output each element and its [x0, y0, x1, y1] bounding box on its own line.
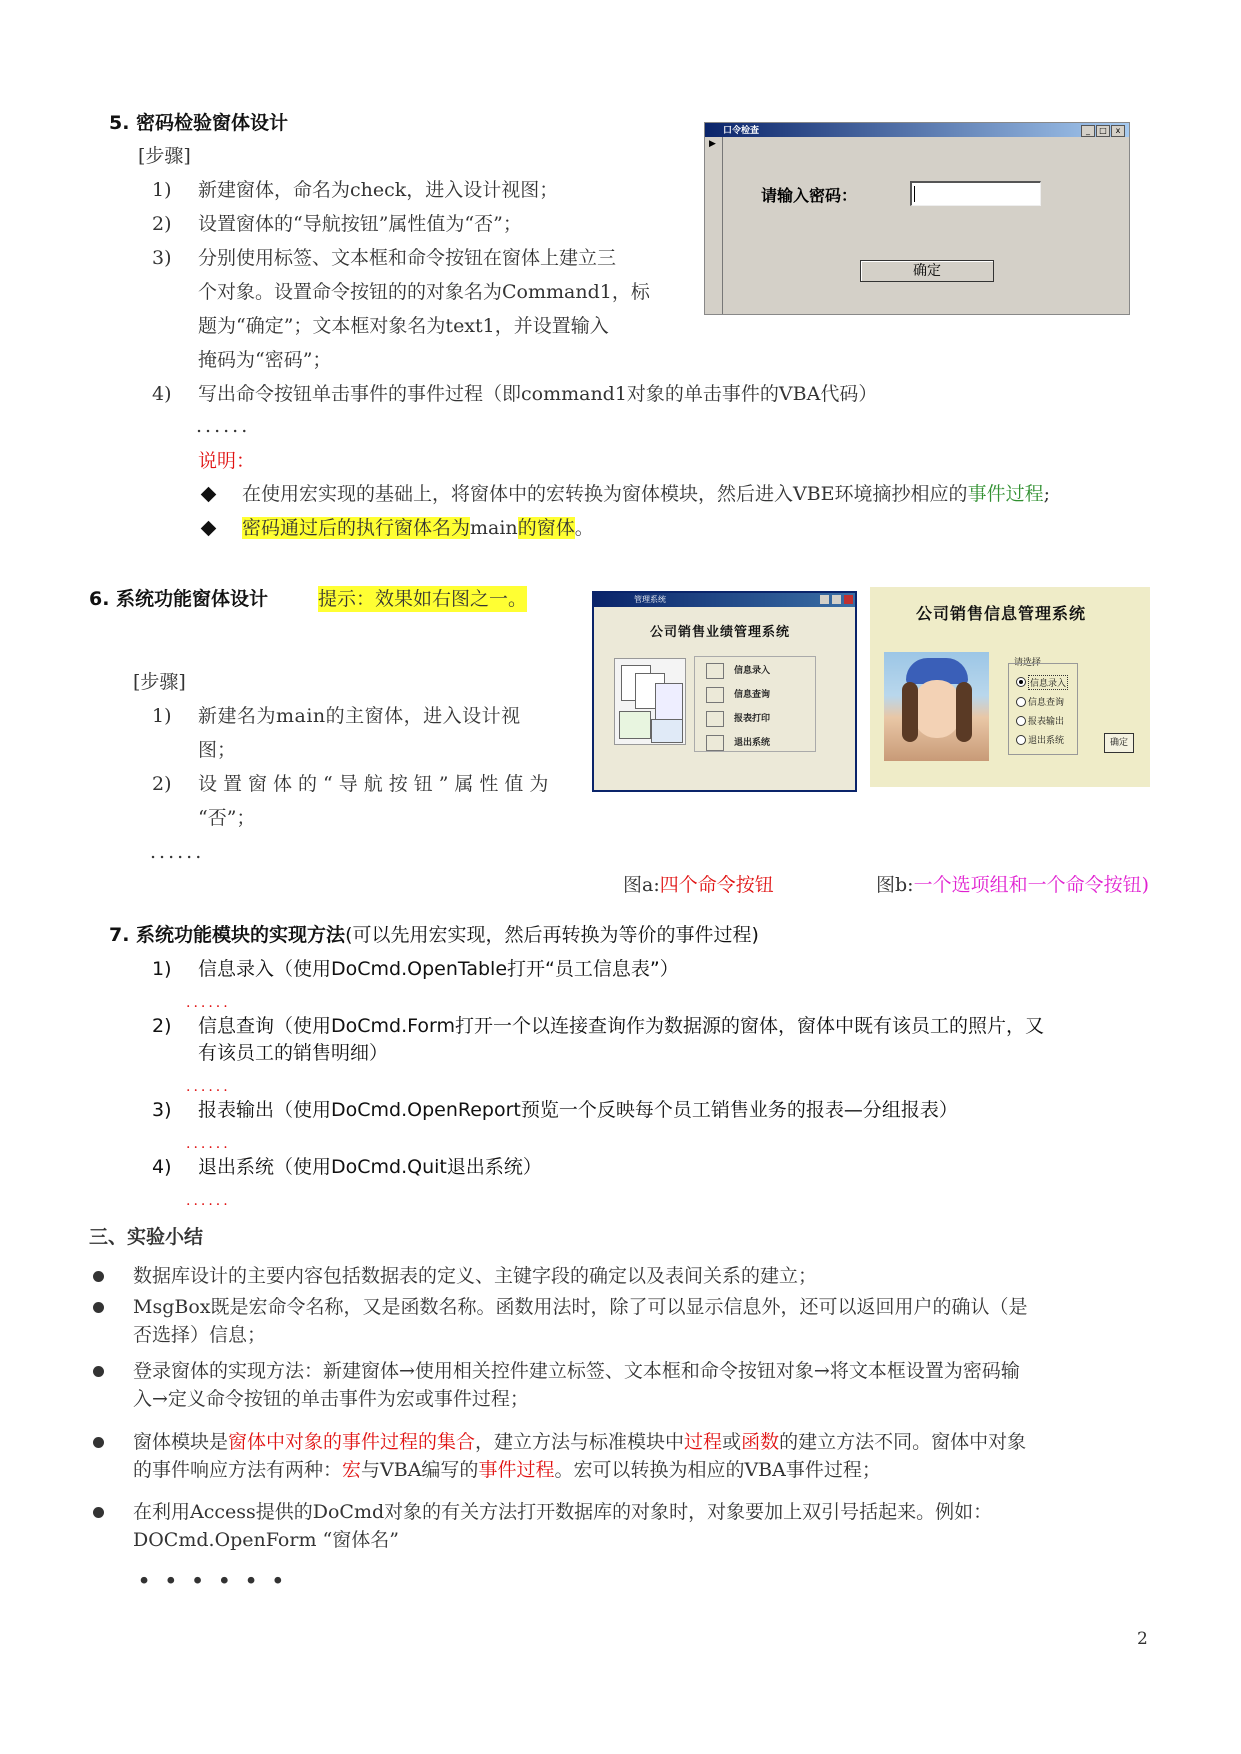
- step-number: 2): [152, 213, 172, 235]
- summary-item: 的事件响应方法有两种：宏与VBA编写的事件过程。宏可以转换为相应的VBA事件过程；: [133, 1459, 881, 1481]
- password-label: 请输入密码：: [761, 186, 858, 205]
- step-text: 写出命令按钮单击事件的事件过程（即command1对象的单击事件的VBA代码）: [198, 383, 878, 405]
- step-text: 退出系统（使用DoCmd.Quit退出系统）: [198, 1156, 542, 1178]
- ellipsis: ......: [196, 415, 251, 437]
- step-number: 2): [152, 773, 172, 795]
- figure-b-caption: 图b:一个选项组和一个命令按钮): [876, 874, 1149, 896]
- note-1: 在使用宏实现的基础上，将窗体中的宏转换为窗体模块，然后进入VBE环境摘抄相应的事件过程;: [242, 483, 1050, 505]
- minimize-icon[interactable]: [820, 595, 829, 604]
- figure-b-heading: 公司销售信息管理系统: [916, 604, 1087, 623]
- step-number: 3): [152, 247, 172, 269]
- confirm-button[interactable]: 确定: [860, 260, 994, 282]
- radio-label: 报表输出: [1028, 717, 1065, 727]
- step-number: 1): [152, 705, 172, 727]
- radio-button[interactable]: [1016, 716, 1026, 726]
- face-shape: [914, 680, 960, 738]
- figure-a-caption: 图a:四个命令按钮: [623, 874, 774, 896]
- step-text: 设置窗体的“导航按钮”属性值为“否”；: [198, 213, 522, 235]
- step-number: 1): [152, 958, 172, 980]
- diamond-bullet-icon: [201, 487, 217, 503]
- section-7-title: 7. 系统功能模块的实现方法(可以先用宏实现，然后再转换为等价的事件过程): [109, 924, 759, 946]
- bullet-icon: [93, 1366, 104, 1377]
- figure-a-heading: 公司销售业绩管理系统: [650, 625, 791, 640]
- summary-title: 三、实验小结: [89, 1226, 204, 1248]
- step-number: 1): [152, 179, 172, 201]
- note-2: 密码通过后的执行窗体名为main的窗体。: [242, 517, 594, 539]
- step-text: 新建名为main的主窗体，进入设计视: [198, 705, 521, 727]
- radio-label: 信息录入: [1028, 675, 1068, 690]
- summary-item: 入→定义命令按钮的单击事件为宏或事件过程；: [133, 1388, 529, 1410]
- record-selector: [705, 137, 723, 314]
- maximize-icon[interactable]: □: [1096, 125, 1110, 137]
- section-6-title: 6. 系统功能窗体设计: [89, 588, 269, 610]
- hint-text: 提示：效果如右图之一。: [318, 588, 528, 610]
- step-number: 3): [152, 1099, 172, 1121]
- documents-image: [614, 658, 686, 745]
- red-ellipsis: ......: [186, 995, 231, 1011]
- summary-item: 登录窗体的实现方法：新建窗体→使用相关控件建立标签、文本框和命令按钮对象→将文本框设置为密码输: [133, 1360, 1020, 1382]
- bullet-icon: [93, 1302, 104, 1313]
- confirm-button[interactable]: 确定: [1104, 733, 1134, 753]
- maximize-icon[interactable]: [832, 595, 841, 604]
- figure-a-window-title: 管理系统: [634, 595, 666, 604]
- password-dialog-figure: [704, 122, 1130, 315]
- end-ellipsis: • • • • • •: [138, 1570, 288, 1592]
- figure-b-form: [870, 587, 1150, 787]
- step-number: 4): [152, 383, 172, 405]
- command-button[interactable]: [706, 687, 724, 703]
- step-text: 图；: [198, 739, 237, 761]
- step-text: 分别使用标签、文本框和命令按钮在窗体上建立三: [198, 247, 617, 269]
- step-number: 2): [152, 1015, 172, 1037]
- button-label: 信息查询: [734, 690, 771, 700]
- bullet-icon: [93, 1271, 104, 1282]
- radio-button[interactable]: [1016, 697, 1026, 707]
- command-button[interactable]: [706, 735, 724, 751]
- close-icon[interactable]: [844, 595, 853, 604]
- hair-shape: [956, 682, 972, 742]
- radio-label: 信息查询: [1028, 698, 1065, 708]
- option-group-label: 请选择: [1014, 658, 1042, 668]
- summary-item: MsgBox既是宏命令名称，又是函数名称。函数用法时，除了可以显示信息外，还可以返回用户的确认（是: [133, 1296, 1028, 1318]
- record-arrow-icon: ▶: [709, 139, 716, 149]
- close-icon[interactable]: x: [1111, 125, 1125, 137]
- radio-label: 退出系统: [1028, 736, 1065, 746]
- bullet-icon: [93, 1437, 104, 1448]
- password-input[interactable]: [910, 181, 1041, 206]
- command-button[interactable]: [706, 711, 724, 727]
- button-label: 退出系统: [734, 738, 771, 748]
- step-text: 新建窗体，命名为check，进入设计视图；: [198, 179, 559, 201]
- step-text: 个对象。设置命令按钮的的对象名为Command1，标: [198, 281, 650, 303]
- step-text: “否”；: [198, 807, 256, 829]
- page-number: 2: [1137, 1629, 1148, 1649]
- step-text: 掩码为“密码”；: [198, 349, 332, 371]
- red-ellipsis: ......: [186, 1136, 231, 1152]
- bullet-icon: [93, 1507, 104, 1518]
- dialog-titlebar: [705, 123, 1129, 137]
- radio-button[interactable]: [1016, 735, 1026, 745]
- figure-a-titlebar: [594, 593, 855, 607]
- step-text: 报表输出（使用DoCmd.OpenReport预览一个反映每个员工销售业务的报表—分组报表）: [198, 1099, 958, 1121]
- red-ellipsis: ......: [186, 1079, 231, 1095]
- button-label: 信息录入: [734, 666, 771, 676]
- step-text: 有该员工的销售明细）: [198, 1042, 389, 1064]
- command-button[interactable]: [706, 663, 724, 679]
- ellipsis: ......: [150, 841, 205, 863]
- summary-item: 否选择）信息；: [133, 1324, 267, 1346]
- steps-label: [步骤]: [133, 671, 186, 693]
- summary-item: 数据库设计的主要内容包括数据表的定义、主键字段的确定以及表间关系的建立；: [133, 1265, 818, 1287]
- employee-photo: [884, 652, 989, 761]
- step-number: 4): [152, 1156, 172, 1178]
- figure-a-window: [592, 591, 857, 792]
- red-ellipsis: ......: [186, 1193, 231, 1209]
- steps-label: [步骤]: [138, 145, 191, 167]
- radio-button[interactable]: [1016, 677, 1026, 687]
- hair-shape: [902, 682, 918, 742]
- note-label: 说明：: [198, 450, 256, 472]
- step-text: 信息查询（使用DoCmd.Form打开一个以连接查询作为数据源的窗体，窗体中既有该员工的照片，又: [198, 1015, 1044, 1037]
- section-5-title: 5. 密码检验窗体设计: [109, 112, 289, 134]
- summary-item: DOCmd.OpenForm “窗体名”: [133, 1529, 399, 1551]
- step-text: 信息录入（使用DoCmd.OpenTable打开“员工信息表”）: [198, 958, 679, 980]
- text-cursor: [914, 186, 915, 202]
- button-label: 报表打印: [734, 714, 771, 724]
- summary-item: 在利用Access提供的DoCmd对象的有关方法打开数据库的对象时，对象要加上双引号括起来。例如：: [133, 1501, 993, 1523]
- step-text: 题为“确定”；文本框对象名为text1，并设置输入: [198, 315, 609, 337]
- diamond-bullet-icon: [201, 521, 217, 537]
- dialog-title: 口令检查: [723, 126, 760, 136]
- minimize-icon[interactable]: _: [1081, 125, 1095, 137]
- summary-item: 窗体模块是窗体中对象的事件过程的集合，建立方法与标准模块中过程或函数的建立方法不同。窗体中对象: [133, 1431, 1027, 1453]
- step-text: 设置窗体的“导航按钮”属性值为: [198, 773, 555, 795]
